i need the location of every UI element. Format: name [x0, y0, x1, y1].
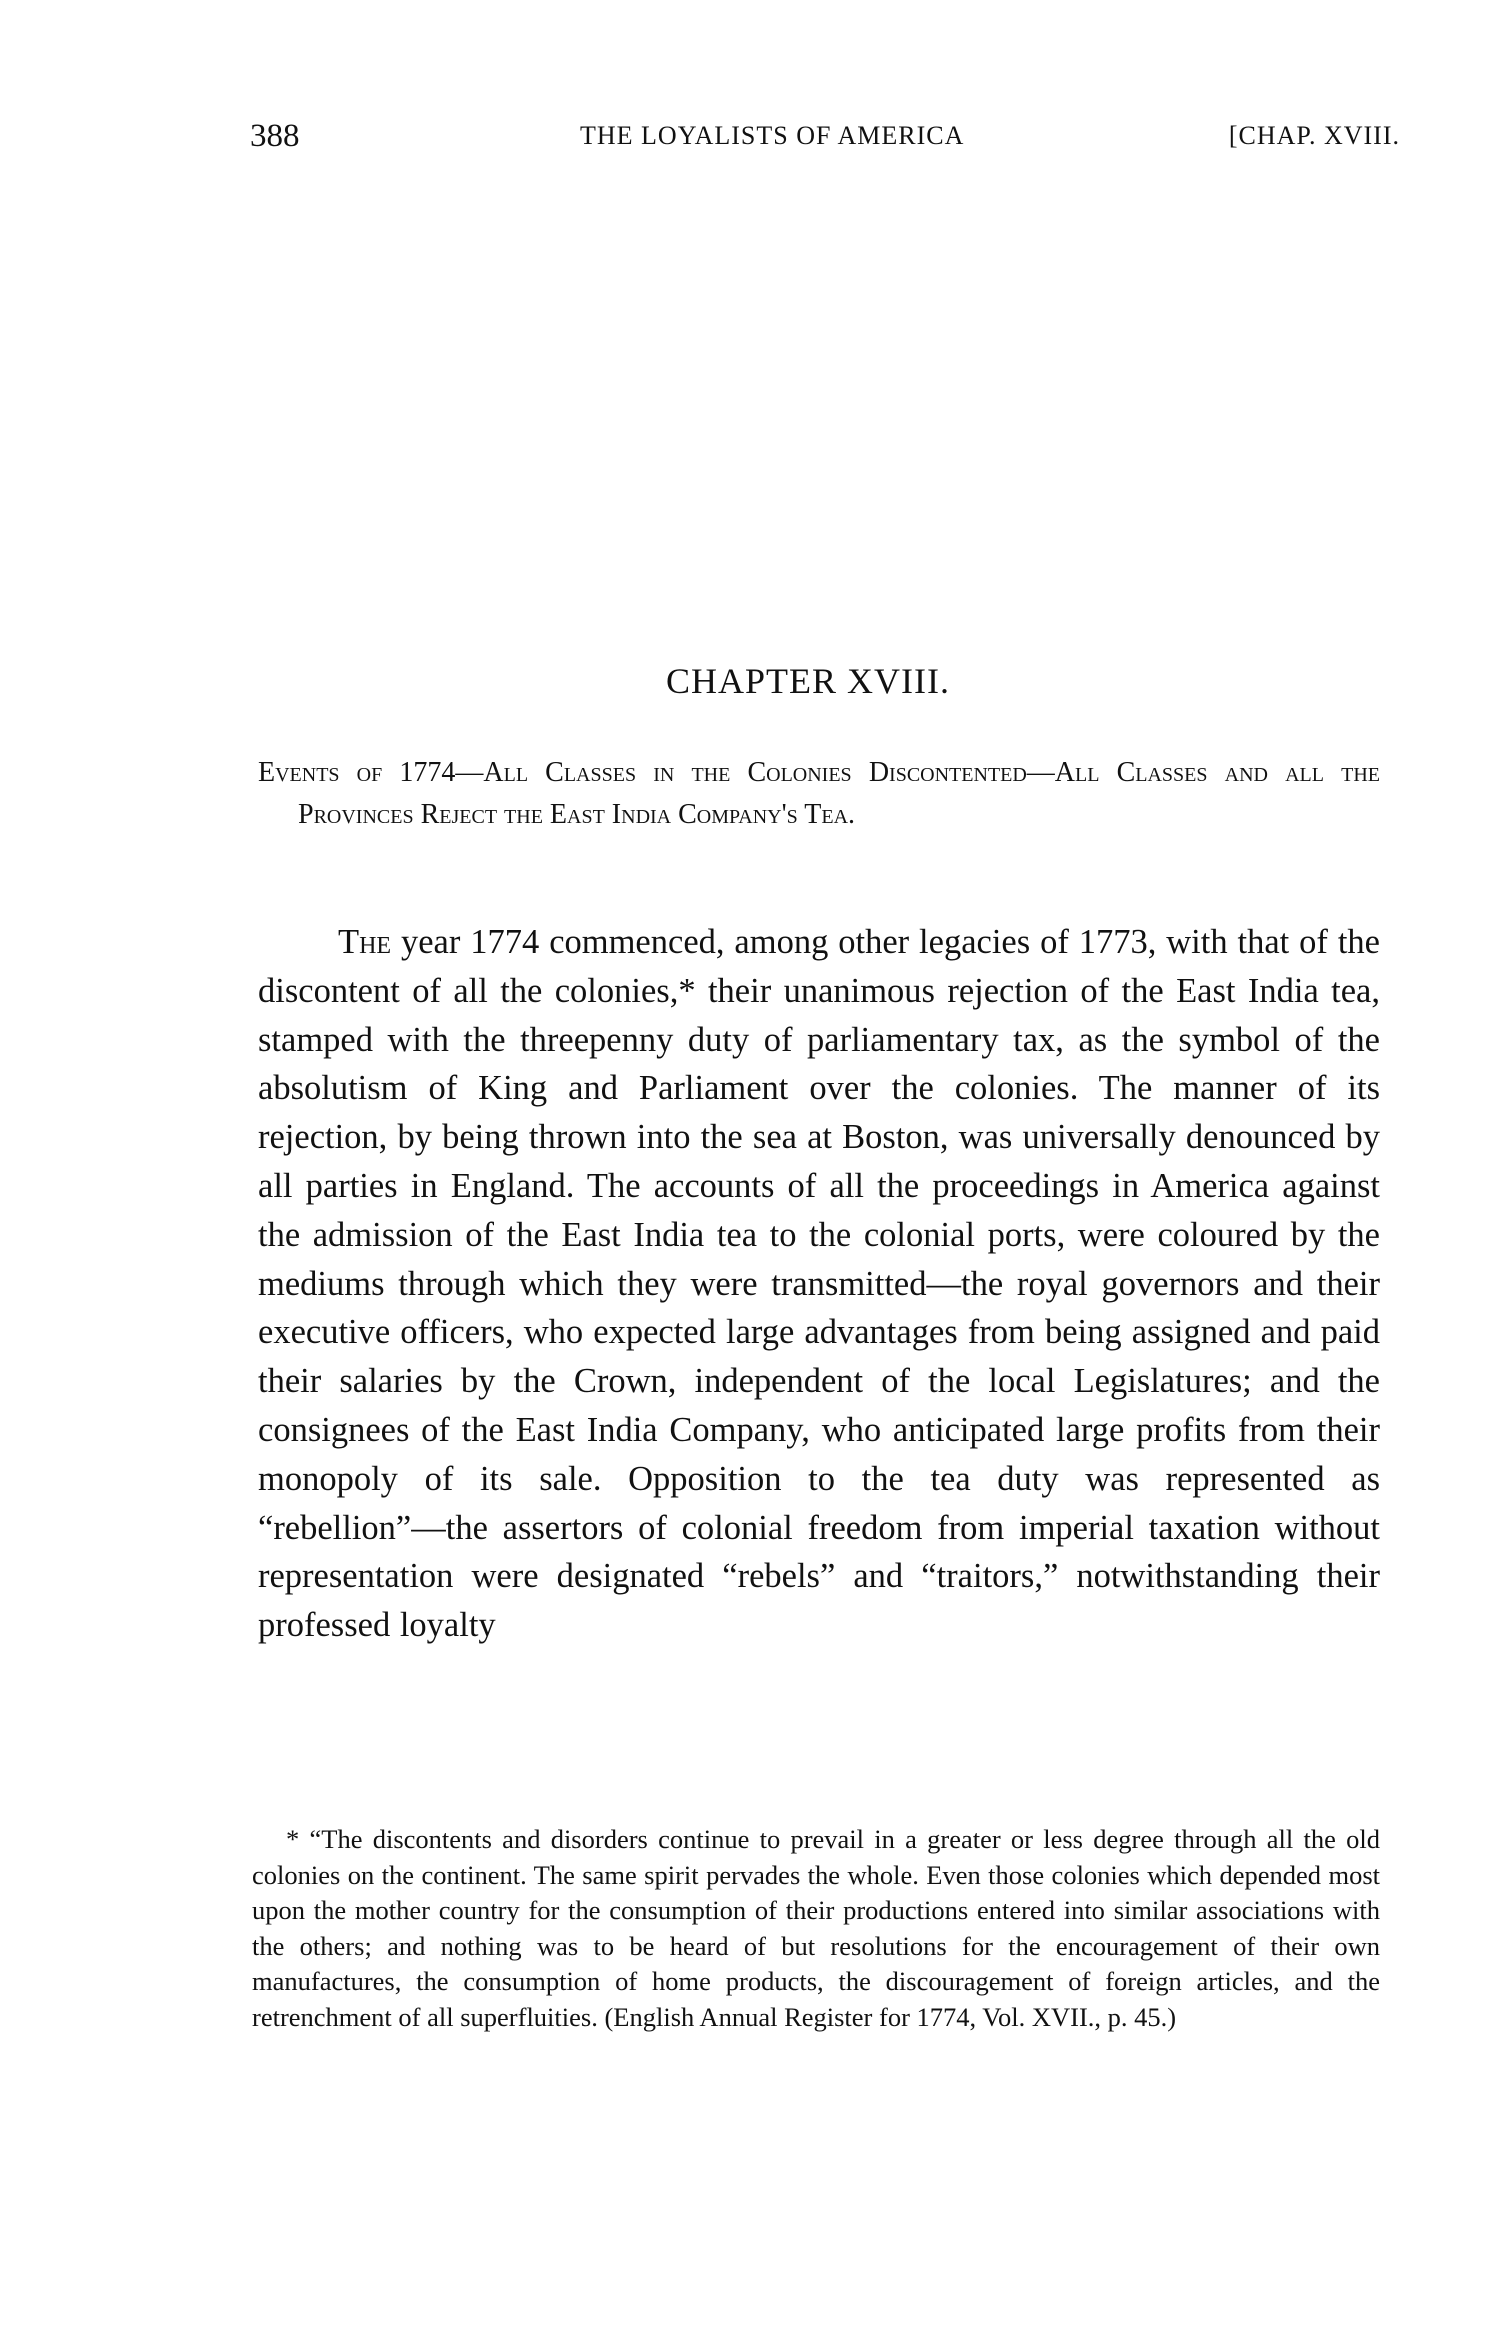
- chapter-reference: [CHAP. XVIII.: [1228, 121, 1400, 150]
- body-text: year 1774 commenced, among other legacies of 1773, with that of the discontent of all the colonies,* their unanimous rejection of the East India tea, stamped with the threepenny duty of parliamentary tax, as the symbol of the absolutism of King and Parliament over the colonies. The manner of its rejection, by being thrown into the sea at Boston, was universally denounced by all parties in England. The accounts of all the proceedings in America against the admission of the East India tea to the colonial ports, were coloured by the mediums through which they were transmitted—the royal governors and their executive officers, who expected large advantages from being assigned and paid their salaries by the Crown, independent of the local Legislatures; and the consignees of the East India Company, who anticipated large profits from their monopoly of its sale. Opposition to the tea duty was represented as “rebellion”—the assertors of colonial freedom from imperial taxation without representation were designated “rebels” and “traitors,” notwithstanding their professed loyalty: [258, 923, 1380, 1645]
- lead-word: The: [338, 923, 392, 961]
- body-paragraph: [258, 918, 1380, 1650]
- running-title: THE LOYALISTS OF AMERICA: [580, 121, 965, 150]
- footnote: * “The discontents and disorders continue to prevail in a greater or less degree through all the old colonies on the continent. The same spirit pervades the whole. Even those colonies which depended most upon the mother country for the consumption of their productions entered into similar associations with the others; and nothing was to be heard of but resolutions for the encouragement of their own manufactures, the consumption of home products, the discouragement of foreign articles, and the retrenchment of all superfluities. (English Annual Register for 1774, Vol. XVII., p. 45.): [252, 1824, 1380, 2032]
- chapter-synopsis: Events of 1774—All Classes in the Colonies Discontented—All Classes and all the Provinces Reject the East India Company's Tea.: [258, 757, 1380, 830]
- page-number: 388: [250, 118, 300, 154]
- chapter-title: CHAPTER XVIII.: [666, 661, 950, 701]
- running-head: [250, 118, 1400, 158]
